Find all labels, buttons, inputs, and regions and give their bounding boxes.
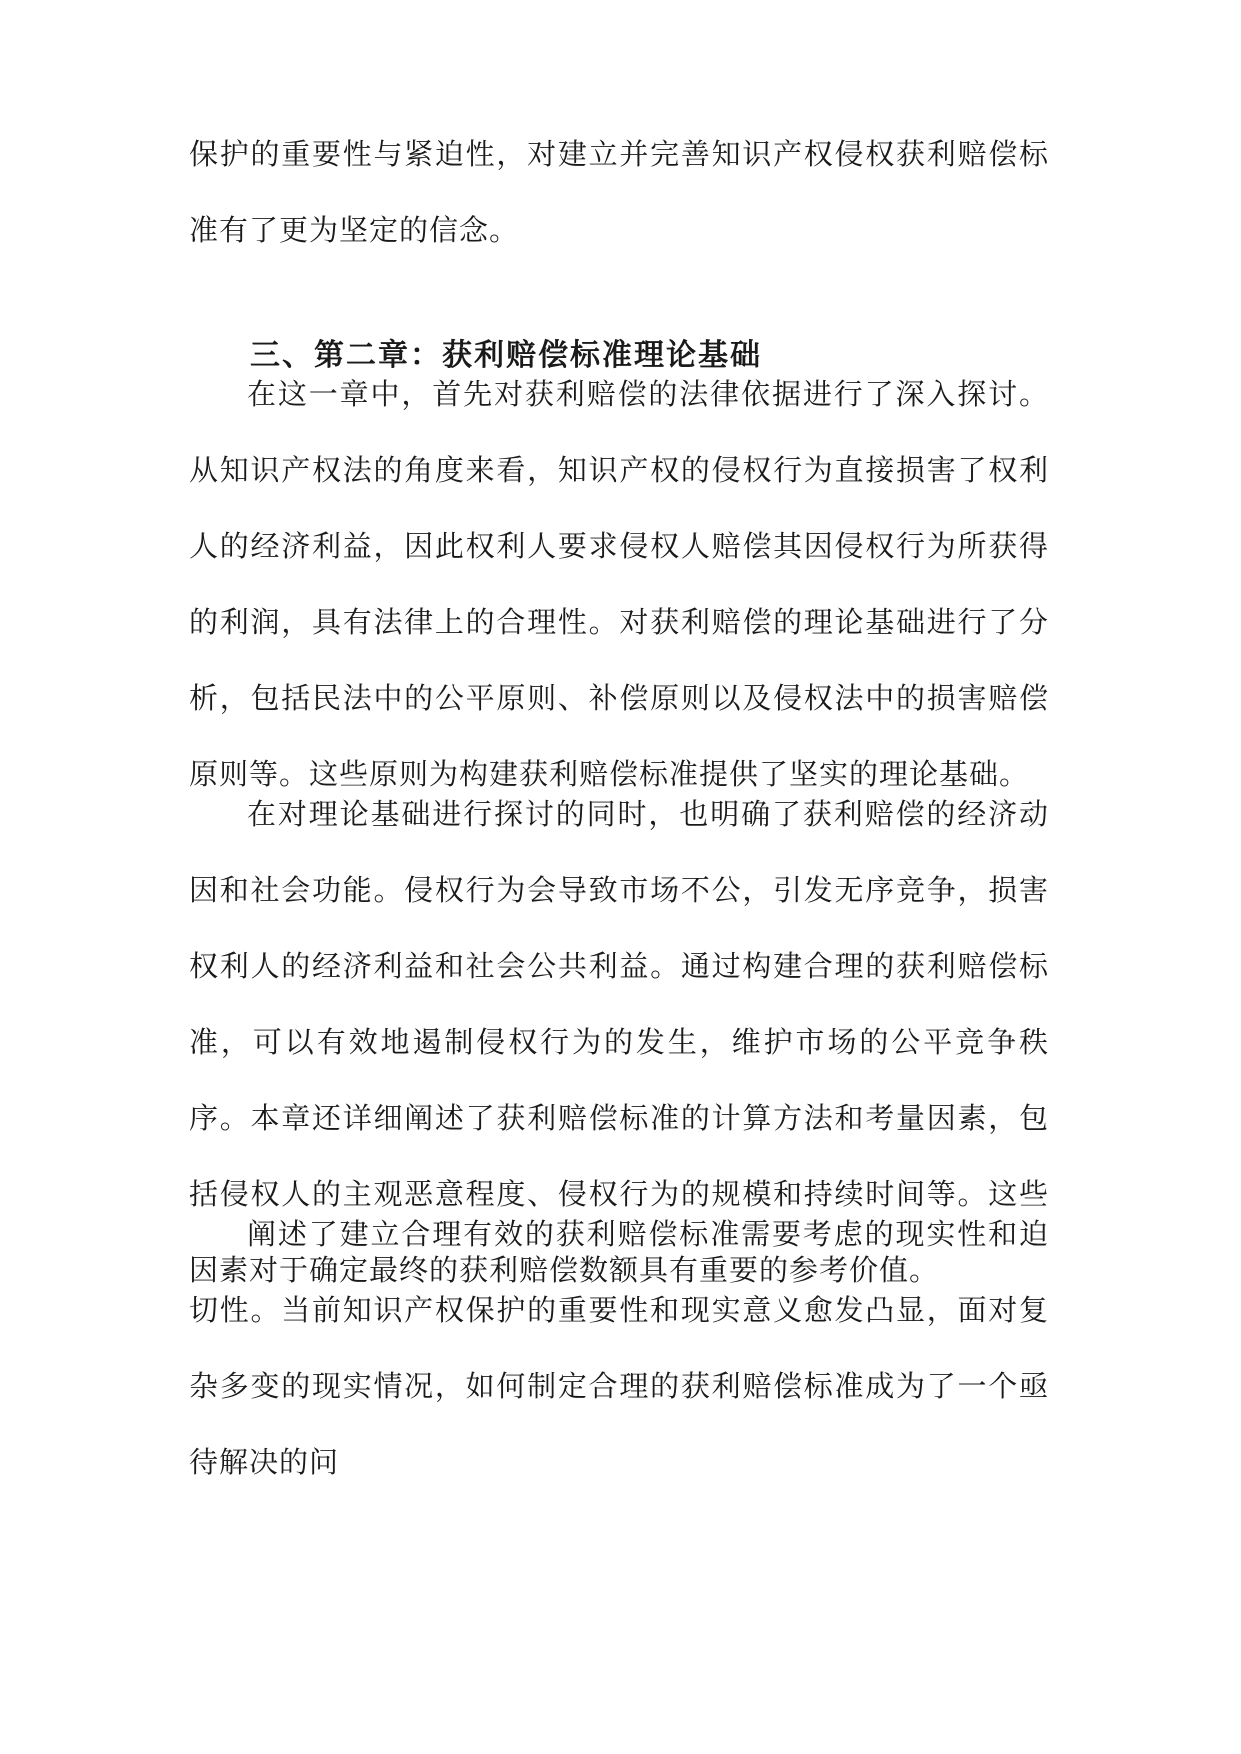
section-heading: 三、第二章：获利赔偿标准理论基础 [250,338,762,373]
paragraph-legal-basis: 在这一章中，首先对获利赔偿的法律依据进行了深入探讨。从知识产权法的角度来看，知识产权的侵权行为直接损害了权利人的经济利益，因此权利人要求侵权人赔偿其因侵权行为所获得的利润，具有法律上的合理性。对获利赔偿的理论基础进行了分析，包括民法中的公平原则、补偿原则以及侵权法中的损害赔偿原则等。这些原则为构建获利赔偿标准提供了坚实的理论基础。 [189,377,1049,791]
paragraph-economic-motive: 在对理论基础进行探讨的同时，也明确了获利赔偿的经济动因和社会功能。侵权行为会导致市场不公，引发无序竞争，损害权利人的经济利益和社会公共利益。通过构建合理的获利赔偿标准，可以有效地遏制侵权行为的发生，维护市场的公平竞争秩序。本章还详细阐述了获利赔偿标准的计算方法和考量因素，包括侵权人的主观恶意程度、侵权行为的规模和持续时间等。这些因素对于确定最终的获利赔偿数额具有重要的参考价值。 [189,797,1049,1287]
paragraph-practicality: 阐述了建立合理有效的获利赔偿标准需要考虑的现实性和迫切性。当前知识产权保护的重要性和现实意义愈发凸显，面对复杂多变的现实情况，如何制定合理的获利赔偿标准成为了一个亟待解决的问 [189,1217,1049,1479]
paragraph-continuation: 保护的重要性与紧迫性，对建立并完善知识产权侵权获利赔偿标准有了更为坚定的信念。 [189,137,1049,247]
